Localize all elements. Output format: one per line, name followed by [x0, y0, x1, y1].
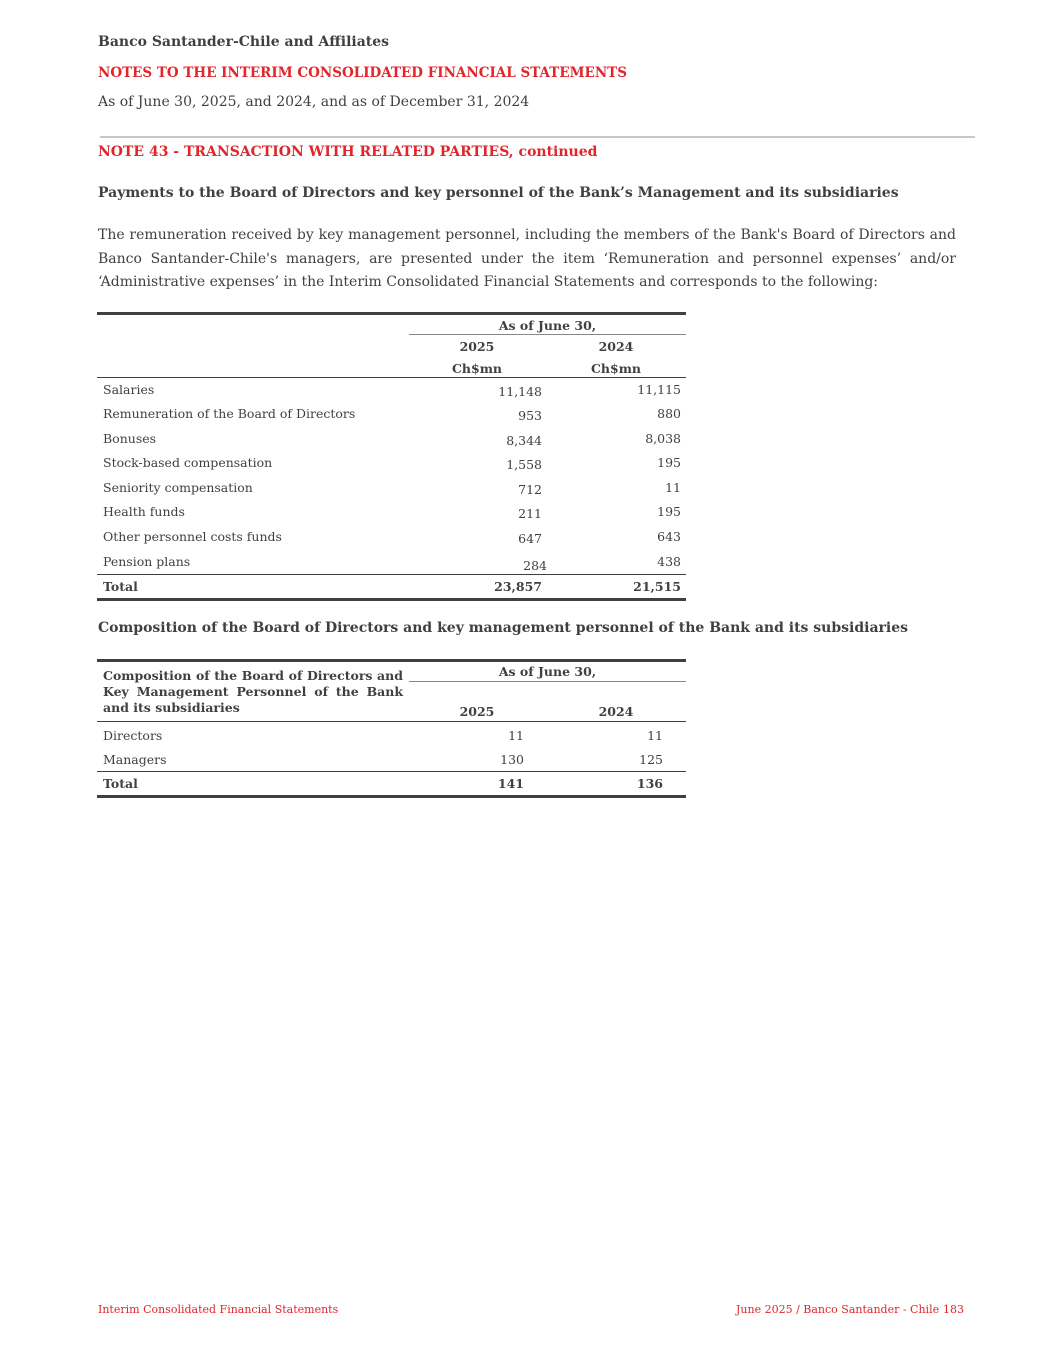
table-row — [97, 480, 686, 504]
total-label: Total — [103, 579, 138, 594]
corner-header: Composition of the Board of Directors and Key Management Personnel of the Bank and its subsidiaries — [103, 668, 403, 715]
value-2024: 11 — [647, 728, 663, 743]
row-label: Managers — [103, 752, 167, 767]
total-label: Total — [103, 776, 138, 791]
total-2024: 136 — [636, 776, 663, 791]
row-label: Bonuses — [103, 431, 157, 446]
table-row — [97, 382, 686, 406]
value-2025: 211 — [518, 506, 542, 521]
note-heading: NOTE 43 - TRANSACTION WITH RELATED PARTIES, continued — [98, 144, 598, 160]
table-row — [97, 504, 686, 528]
table-top-border — [97, 312, 686, 315]
unit-header-2025: Ch$mn — [451, 361, 503, 376]
section-title-composition: Composition of the Board of Directors and key management personnel of the Bank and its subsidiaries — [98, 620, 909, 636]
value-2025: 11,148 — [498, 384, 542, 399]
value-2024: 8,038 — [645, 431, 681, 446]
row-label: Remuneration of the Board of Directors — [103, 406, 356, 421]
value-2024: 195 — [657, 504, 681, 519]
total-2025: 23,857 — [494, 579, 542, 594]
row-label: Seniority compensation — [103, 480, 253, 495]
row-label: Directors — [103, 728, 163, 743]
table-bottom-border — [97, 795, 686, 798]
value-2025: 8,344 — [506, 433, 542, 448]
value-2024: 438 — [657, 554, 681, 569]
header-divider — [100, 136, 975, 138]
period-header: As of June 30, — [498, 318, 597, 333]
row-label: Salaries — [103, 382, 155, 397]
table-row — [97, 455, 686, 479]
total-top-border — [97, 574, 686, 575]
table-row — [97, 431, 686, 455]
table-row — [97, 728, 686, 752]
year-header-2024: 2024 — [598, 339, 634, 354]
value-2025: 130 — [500, 752, 524, 767]
row-label: Health funds — [103, 504, 185, 519]
year-header-2025: 2025 — [459, 704, 495, 719]
year-header-2024: 2024 — [598, 704, 634, 719]
year-header-2025: 2025 — [459, 339, 495, 354]
row-label: Stock-based compensation — [103, 455, 273, 470]
table-row — [97, 752, 686, 776]
page-number: 183 — [943, 1303, 964, 1316]
value-2024: 11 — [665, 480, 681, 495]
value-2024: 880 — [657, 406, 681, 421]
value-2025: 284 — [523, 558, 547, 573]
table-top-border — [97, 659, 686, 662]
value-2025: 647 — [518, 531, 542, 546]
footer-report-label: June 2025 / Banco Santander - Chile — [736, 1303, 940, 1316]
value-2025: 953 — [518, 408, 542, 423]
row-label: Other personnel costs funds — [103, 529, 282, 544]
report-period: As of June 30, 2025, and 2024, and as of December 31, 2024 — [98, 94, 530, 110]
value-2025: 1,558 — [506, 457, 542, 472]
value-2025: 11 — [508, 728, 524, 743]
value-2025: 712 — [518, 482, 542, 497]
value-2024: 195 — [657, 455, 681, 470]
footer-document-title: Interim Consolidated Financial Statements — [98, 1303, 339, 1316]
unit-header-2024: Ch$mn — [590, 361, 642, 376]
company-name: Banco Santander-Chile and Affiliates — [98, 34, 390, 50]
total-top-border — [97, 771, 686, 772]
value-2024: 643 — [657, 529, 681, 544]
intro-paragraph: The remuneration received by key management personnel, including the members of the Bank's Board of Directors and Banco Santander-Chile's managers, are presented under the item ‘Remuneration and personnel expenses’ and/or ‘Administrative expenses’ in the Interim Consolidated Financial Statements and corresponds to the following: — [98, 227, 956, 290]
total-2025: 141 — [497, 776, 524, 791]
header-bottom-border — [97, 377, 686, 378]
value-2024: 125 — [639, 752, 663, 767]
header-bottom-border — [97, 721, 686, 722]
period-underline — [409, 681, 686, 682]
table-row — [97, 529, 686, 553]
total-2024: 21,515 — [633, 579, 681, 594]
table-row — [97, 406, 686, 430]
section-title-payments: Payments to the Board of Directors and key personnel of the Bank’s Management and its subsidiaries — [98, 185, 899, 201]
row-label: Pension plans — [103, 554, 191, 569]
value-2024: 11,115 — [637, 382, 681, 397]
period-header: As of June 30, — [498, 664, 597, 679]
notes-title: NOTES TO THE INTERIM CONSOLIDATED FINANCIAL STATEMENTS — [98, 65, 627, 81]
table-bottom-border — [97, 598, 686, 601]
period-underline — [409, 334, 686, 335]
